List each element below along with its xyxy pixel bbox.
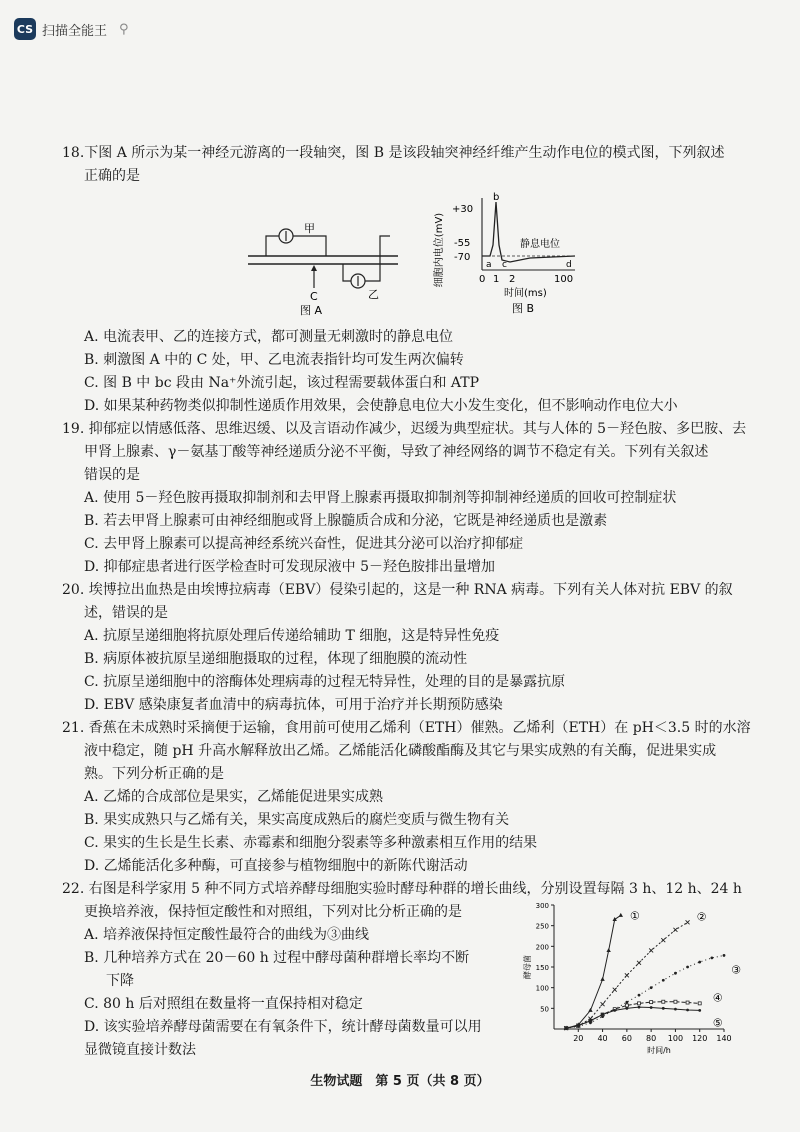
series-label-4: ④ [712, 991, 723, 1005]
data-point [650, 1001, 653, 1004]
scanner-header [14, 18, 129, 40]
label-yi: 乙 [368, 288, 379, 301]
figure-spacer [62, 188, 782, 326]
q21-option-b: B. 果实成熟只与乙烯有关，果实高度成熟后的腐烂变质与微生物有关 [84, 812, 510, 828]
data-point [625, 1007, 628, 1010]
question-18-stem-cont: 正确的是 [84, 168, 140, 184]
q19-option-b: B. 若去甲肾上腺素可由神经细胞或肾上腺髓质合成和分泌，它既是神经递质也是激素 [84, 513, 608, 529]
question-19-stem-cont2: 错误的是 [84, 467, 140, 483]
data-point [662, 1000, 665, 1003]
data-point [686, 1001, 689, 1004]
data-point [577, 1024, 580, 1027]
q22-option-b: B. 几种培养方式在 20－60 h 过程中酵母菌种群增长率均不断 [84, 950, 470, 966]
x-tick-label: 120 [692, 1034, 708, 1043]
label-jia: 甲 [304, 222, 315, 235]
ammeter-yi-wire [343, 236, 390, 281]
q19-option-d: D. 抑郁症患者进行医学检查时可发现尿液中 5－羟色胺排出量增加 [84, 559, 495, 575]
figure-b-action-potential [430, 190, 590, 320]
q19-option-c: C. 去甲肾上腺素可以提高神经系统兴奋性，促进其分泌可以治疗抑郁症 [84, 536, 524, 552]
y-tick-label: 250 [535, 922, 549, 931]
data-point [698, 961, 701, 964]
x-axis-label: 时间/h [647, 1046, 671, 1055]
xtick-1: 1 [493, 274, 500, 285]
data-point [649, 948, 653, 952]
data-point [710, 957, 713, 960]
point-d: d [566, 260, 572, 270]
q18-option-a: A. 电流表甲、乙的连接方式，都可测量无刺激时的静息电位 [84, 329, 454, 345]
xtick-2: 2 [509, 274, 516, 285]
data-point [686, 920, 690, 924]
yeast-growth-chart [512, 897, 772, 1062]
data-point [588, 1008, 592, 1012]
q18-option-b: B. 刺激图 A 中的 C 处，甲、乙电流表指针均可发生两次偏转 [84, 352, 464, 368]
ytick-30: +30 [452, 204, 474, 215]
figure-b-ylabel: 细胞内电位(mV) [434, 212, 445, 288]
q20-option-b: B. 病原体被抗原呈递细胞摄取的过程，体现了细胞膜的流动性 [84, 651, 468, 667]
q21-option-c: C. 果实的生长是生长素、赤霉素和细胞分裂素等多种激素相互作用的结果 [84, 835, 538, 851]
data-point [637, 961, 641, 965]
y-tick-label: 50 [540, 1005, 549, 1014]
y-tick-label: 150 [535, 964, 549, 972]
data-point [686, 1009, 689, 1012]
ytick-70: -70 [454, 252, 471, 263]
q20-option-a: A. 抗原呈递细胞将抗原处理后传递给辅助 T 细胞，这是特异性免疫 [84, 628, 500, 644]
data-point [625, 973, 629, 977]
question-21-stem-cont2: 熟。下列分析正确的是 [84, 766, 224, 782]
action-potential-curve [482, 202, 575, 262]
q22-option-d-cont: 显微镜直接计数法 [84, 1042, 196, 1058]
point-b: b [493, 192, 500, 203]
data-point [619, 913, 623, 917]
q19-option-a: A. 使用 5－羟色胺再摄取抑制剂和去甲肾上腺素再摄取抑制剂等抑制神经递质的回收可控制症状 [84, 490, 677, 506]
figure-b-xlabel: 时间(ms) [504, 288, 547, 299]
data-point [662, 979, 665, 982]
y-tick-label: 200 [535, 943, 549, 952]
x-tick-label: 100 [667, 1034, 684, 1043]
x-tick-label: 60 [621, 1034, 632, 1043]
y-axis-label: 酵母菌 [523, 955, 532, 979]
q22-option-d: D. 该实验培养酵母菌需要在有氧条件下，统计酵母菌数量可以用 [84, 1019, 482, 1035]
data-point [638, 1002, 641, 1005]
question-21-stem: 21. 香蕉在未成熟时采摘便于运输，食用前可使用乙烯利（ETH）催熟。乙烯利（ETH）在 pH＜3.5 时的水溶 [62, 720, 751, 736]
series-label-5: ⑤ [712, 1016, 723, 1030]
ytick-55: -55 [454, 238, 471, 249]
page-footer: 生物试题 第 5 页（共 8 页） [310, 1074, 490, 1089]
point-a: a [486, 260, 492, 270]
data-point [661, 938, 665, 942]
data-point [638, 1006, 641, 1009]
data-point [673, 928, 677, 932]
q22-option-a: A. 培养液保持恒定酸性最符合的曲线为③曲线 [84, 927, 370, 943]
series-label-2: ② [696, 910, 707, 924]
series-line-5 [566, 1007, 700, 1028]
x-tick-label: 20 [573, 1034, 584, 1043]
data-point [606, 948, 610, 952]
data-point [723, 954, 726, 957]
data-point [674, 1008, 677, 1011]
data-point [638, 994, 641, 997]
data-point [650, 986, 653, 989]
q20-option-d: D. EBV 感染康复者血清中的病毒抗体，可用于治疗并长期预防感染 [84, 697, 503, 713]
data-point [613, 988, 617, 992]
resting-label: 静息电位 [520, 239, 560, 250]
data-point [650, 1006, 653, 1009]
q22-option-c: C. 80 h 后对照组在数量将一直保持相对稳定 [84, 996, 363, 1012]
data-point [589, 1019, 592, 1022]
question-18-stem: 18.下图 A 所示为某一神经元游离的一段轴突，图 B 是该段轴突神经纤维产生动作电位的模式图，下列叙述 [62, 145, 725, 161]
question-20-stem: 20. 埃博拉出血热是由埃博拉病毒（EBV）侵染引起的，这是一种 RNA 病毒。下列有关人体对抗 EBV 的叙 [62, 582, 733, 598]
data-point [686, 966, 689, 969]
x-tick-label: 40 [597, 1034, 608, 1043]
x-tick-label: 80 [646, 1034, 657, 1043]
question-19-stem-cont: 甲肾上腺素、γ－氨基丁酸等神经递质分泌不平衡，导致了神经网络的调节不稳定有关。下列有关叙述 [84, 444, 709, 460]
data-point [674, 1000, 677, 1003]
q18-option-c: C. 图 B 中 bc 段由 Na⁺外流引起，该过程需要载体蛋白和 ATP [84, 375, 479, 391]
figure-b-caption: 图 B [512, 302, 535, 315]
search-icon[interactable]: ⚲ [119, 21, 129, 37]
data-point [600, 977, 604, 981]
series-label-3: ③ [731, 963, 741, 977]
question-22-stem-cont: 更换培养液，保持恒定酸性和对照组，下列对比分析正确的是 [84, 904, 462, 920]
y-tick-label: 100 [535, 984, 549, 993]
data-point [601, 1013, 604, 1016]
data-point [674, 972, 677, 975]
data-point [601, 1002, 605, 1006]
cs-logo-icon: CS [14, 18, 36, 40]
figure-a-caption: 图 A [300, 304, 323, 316]
q20-option-c: C. 抗原呈递细胞中的溶酶体处理病毒的过程无特异性，处理的目的是暴露抗原 [84, 674, 566, 690]
label-c: C [310, 290, 318, 303]
figure-a-axon-diagram [248, 196, 408, 316]
x-tick-label: 140 [716, 1034, 732, 1043]
question-20-stem-cont: 述，错误的是 [84, 605, 168, 621]
data-point [565, 1027, 568, 1030]
q18-option-d: D. 如果某种药物类似抑制性递质作用效果，会使静息电位大小发生变化，但不影响动作电位大小 [84, 398, 678, 414]
q22-option-b-cont: 下降 [106, 973, 134, 989]
data-point [625, 1004, 628, 1007]
stimulus-arrow-head [311, 265, 317, 271]
data-point [613, 1009, 616, 1012]
xtick-0: 0 [479, 274, 486, 285]
ammeter-jia-wire [266, 236, 326, 256]
data-point [662, 1007, 665, 1010]
y-tick-label: 300 [535, 902, 549, 910]
q21-option-a: A. 乙烯的合成部位是果实，乙烯能促进果实成熟 [84, 789, 384, 805]
data-point [698, 1002, 701, 1005]
q21-option-d: D. 乙烯能活化多种酶，可直接参与植物细胞中的新陈代谢活动 [84, 858, 468, 874]
data-point [698, 1009, 701, 1012]
data-point [625, 1001, 628, 1004]
app-name: 扫描全能王 [42, 23, 108, 39]
question-22-stem: 22. 右图是科学家用 5 种不同方式培养酵母细胞实验时酵母种群的增长曲线，分别设置每隔 3 h、12 h、24 h [62, 881, 742, 897]
point-c: c [502, 260, 507, 270]
series-label-1: ① [629, 909, 640, 923]
xtick-100: 100 [554, 274, 574, 285]
series-line-3 [566, 955, 724, 1028]
question-19-stem: 19. 抑郁症以情感低落、思维迟缓、以及言语动作减少，迟缓为典型症状。其与人体的 5－羟色胺、多巴胺、去 [62, 421, 747, 437]
question-21-stem-cont: 液中稳定，随 pH 升高水解释放出乙烯。乙烯能活化磷酸酯酶及其它与果实成熟的有关酶，促进果实成 [84, 743, 717, 759]
